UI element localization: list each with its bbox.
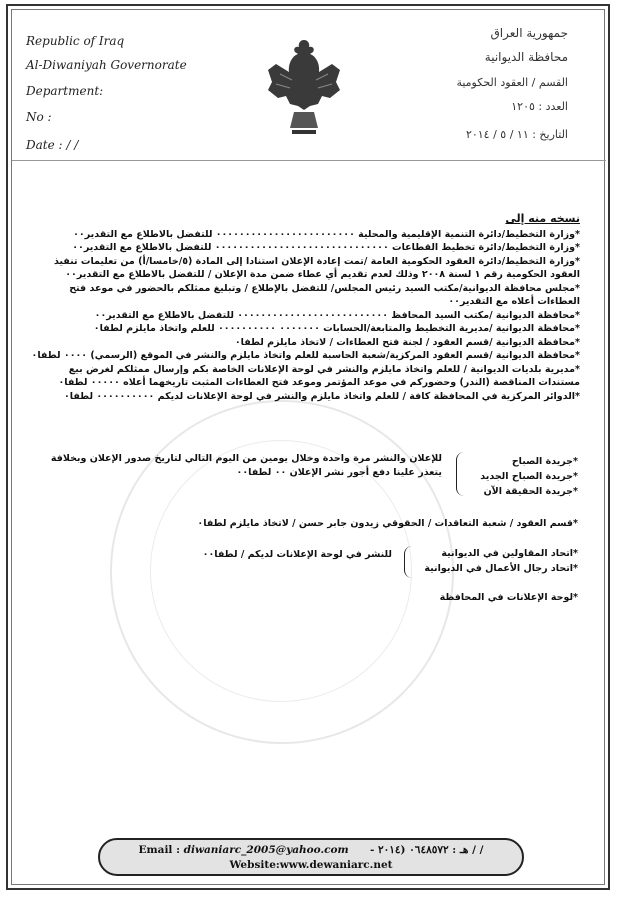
footer-phone: - هـ : ٠٦٤٨٥٧٢ (٢٠١٤ / / — [369, 844, 484, 856]
list-item: *محافظة الديوانية /قسم العقود المركزية/شعبة الحاسبة للعلم واتخاذ مايلزم والنشر في الموقع (الرسمي) ٠٠٠٠ لطفا٠ — [31, 350, 580, 361]
newspapers-note-line1: للإعلان والنشر مرة واحدة وخلال يومين من اليوم التالي لتاريخ صدور الإعلان وبخلافة — [50, 453, 442, 464]
distribution-list — [28, 212, 580, 403]
union-item: *اتحاد المقاولين في الديوانية — [441, 548, 578, 559]
ads-board-line: *لوحة الإعلانات في المحافظة — [439, 592, 578, 603]
footer-email-label: Email : — [138, 844, 180, 856]
newspaper-item: *جريدة الصباح الجديد — [480, 471, 578, 482]
footer-email[interactable]: diwaniarc_2005@yahoo.com — [183, 844, 349, 856]
list-item: *وزارة التخطيط/دائرة تخطيط القطاعات ٠٠٠٠٠٠٠٠٠٠٠٠٠٠٠٠٠٠٠٠٠٠٠٠٠٠٠٠٠٠ للتفضل بالاطلاع مع التقدير٠٠ — [72, 242, 580, 253]
header-ar-republic: جمهورية العراق — [490, 26, 568, 40]
contracts-section-line: *قسم العقود / شعبة التعاقدات / الحقوقي زيدون جابر حسن / لاتخاذ مايلزم لطفا٠ — [197, 518, 578, 529]
copy-to-title: نسخه منه إلى — [505, 212, 580, 225]
header-ar-number: العدد : ١٢٠٥ — [511, 100, 568, 113]
header-ar-department: القسم / العقود الحكومية — [456, 76, 568, 89]
newspaper-item: *جريدة الحقيقة الآن — [483, 486, 578, 497]
newspaper-item: *جريدة الصباح — [511, 456, 578, 467]
list-item: *مجلس محافظة الديوانية/مكتب السيد رئيس المجلس/ للتفضل بالإطلاع / وتبليغ ممثلكم بالحضور في موعد فتح العطاءات أعلاه مع التقدير٠٠ — [69, 282, 580, 307]
header-en-republic: Republic of Iraq — [26, 34, 125, 48]
list-item: *وزارة التخطيط/دائرة التنمية الإقليمية والمحلية ٠٠٠٠٠٠٠٠٠٠٠٠٠٠٠٠٠٠٠٠٠٠٠٠ للتفضل بالاطلاع مع التقدير٠٠ — [73, 228, 580, 240]
footer-website[interactable]: Website:www.dewaniarc.net — [229, 859, 393, 871]
header-divider — [12, 160, 606, 161]
list-item: *محافظة الديوانية /مكتب السيد المحافظ ٠٠٠٠٠٠٠٠٠٠٠٠٠٠٠٠٠٠٠٠٠٠٠٠٠٠ للتفضل بالاطلاع مع التقدير٠٠ — [94, 309, 580, 321]
list-item: *محافظة الديوانية /مديرية التخطيط والمتابعة/الحسابات ٠٠٠٠٠٠٠ ٠٠٠٠٠٠٠٠٠٠ للعلم واتخاذ مايلزم لطفا٠ — [93, 323, 580, 334]
header-en-department: Department: — [26, 84, 104, 98]
iraq-eagle-emblem-icon — [262, 34, 346, 142]
seal-watermark-inner — [150, 440, 412, 702]
header-en-number: No : — [26, 110, 52, 124]
newspapers-brace — [456, 452, 469, 496]
header-en-governorate: Al-Diwaniyah Governorate — [26, 58, 187, 72]
header-ar-governorate: محافظة الديوانية — [484, 50, 568, 64]
list-item: *مديرية بلديات الديوانية / للعلم واتخاذ مايلزم والنشر في لوحة الإعلانات الخاصة بكم وإرسال ممثلكم لغرض بيع مستندات المناقصة (الندر) وحضوركم في موعد المؤتمر وموعد فتح العطاءات المثبت تاريخهما أعلاه ٠٠٠٠٠ لطفا٠ — [58, 363, 580, 388]
header-en-date: Date : / / — [26, 138, 79, 152]
list-item: *محافظة الديوانية /قسم العقود / لجنة فتح العطاءات / لاتخاذ مايلزم لطفا٠ — [234, 336, 580, 348]
newspapers-note-line2: يتعذر علينا دفع أجور نشر الإعلان ٠٠ لطفا٠٠ — [236, 467, 442, 478]
list-item: *وزارة التخطيط/دائرة العقود الحكومية العامة /تمت إعادة الإعلان استنادا إلى المادة (٥/خامسا/أ) من تعليمات تنفيذ العقود الحكومية رقم ١ لسنة ٢٠٠٨ وذلك لعدم تقديم أي عطاء ضمن مدة الإعلان / للتفضل بالاطلاع مع التقدير٠٠ — [53, 255, 580, 280]
newspapers-group — [458, 454, 578, 504]
unions-note: للنشر في لوحة الإعلانات لديكم / لطفا٠٠ — [202, 549, 392, 560]
union-item: *اتحاد رجال الأعمال في الديوانية — [424, 563, 578, 574]
unions-group — [424, 546, 578, 578]
footer-contact-row — [100, 843, 522, 858]
footer-contact-box — [98, 838, 524, 876]
unions-brace — [404, 546, 417, 578]
list-item: *الدوائر المركزية في المحافظة كافة / للعلم واتخاذ مايلزم والنشر في لوحة الإعلانات لديكم ٠٠٠٠٠٠٠٠٠٠ لطفا٠ — [63, 390, 580, 402]
header-ar-date: التاريخ : ١١ / ٥ / ٢٠١٤ — [465, 128, 568, 141]
